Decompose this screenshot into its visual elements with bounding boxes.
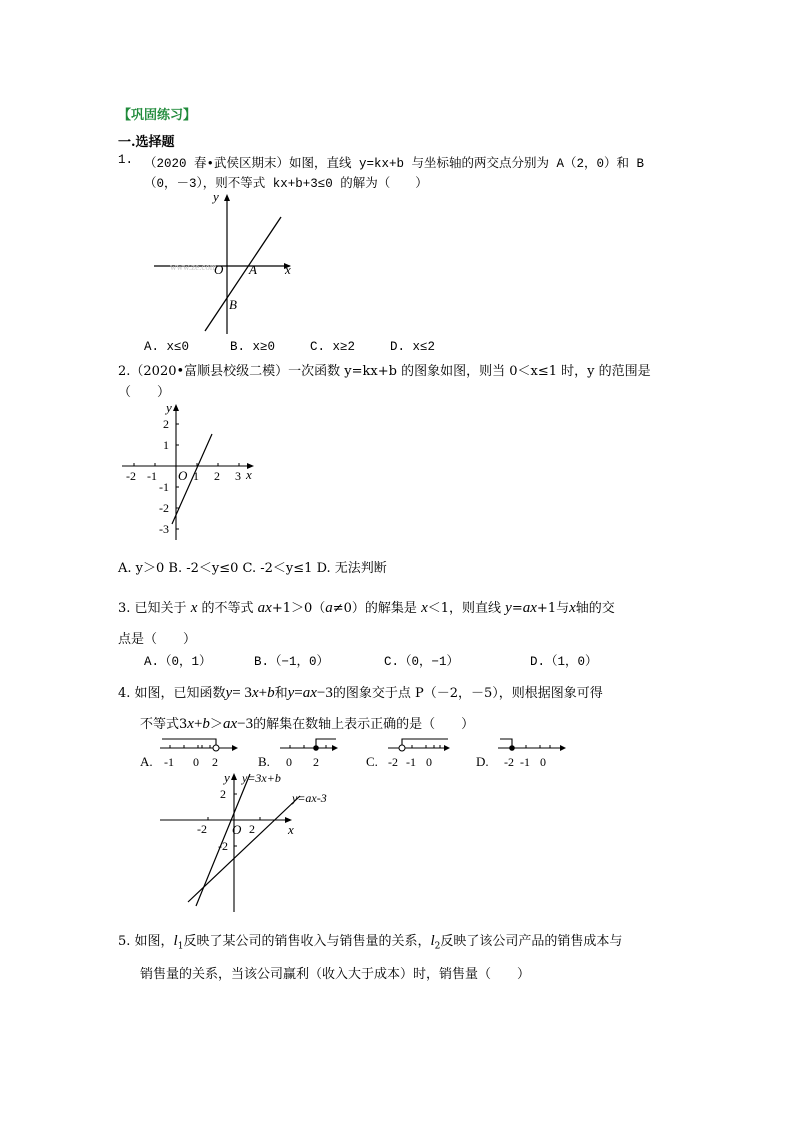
- q4-options: [140, 736, 580, 772]
- q4-text: ＞: [209, 717, 223, 732]
- q4-tick-label: 2: [220, 787, 226, 801]
- q4-var: b: [202, 716, 210, 732]
- q3-var: x: [190, 600, 198, 616]
- q1-watermark: www.ze.com: [170, 262, 217, 272]
- q1-option-c: C. x≥2: [310, 340, 356, 354]
- q4-y-arrow: [231, 773, 237, 780]
- q3-text: 轴的交: [575, 601, 615, 616]
- q2-y-tick-label: -3: [159, 522, 169, 536]
- q3-var: a: [325, 600, 333, 616]
- q5-sub: 1: [177, 941, 184, 952]
- q2-origin-label: O: [178, 468, 188, 483]
- q3-option-d: D.（1，0）: [530, 655, 598, 669]
- q3-text: ≠0）的解集是: [332, 601, 417, 616]
- q1-option-a: A. x≤0: [144, 340, 190, 354]
- q2-y-tick-label: 1: [163, 438, 169, 452]
- q5-text: 反映了某公司的销售收入与销售量的关系，: [183, 934, 431, 949]
- q1-point-a-label: A: [249, 262, 257, 277]
- q4-tick-label: -1: [406, 755, 416, 769]
- q4-option-a: [140, 739, 238, 769]
- q4-var: x: [251, 685, 259, 701]
- q4-math: =: [294, 685, 303, 701]
- q2-y-tick-label: -1: [159, 480, 169, 494]
- q3-line-1: [118, 597, 615, 617]
- q5-sub: 2: [434, 941, 441, 952]
- q4-line-2-label: y=ax-3: [292, 791, 327, 805]
- q4-var: ax: [302, 685, 317, 701]
- q3-text: 3. 已知关于: [118, 601, 187, 616]
- q2-options: A. y＞0 B. -2＜y≤0 C. -2＜y≤1 D. 无法判断: [118, 561, 387, 576]
- q4-tick-label: -1: [520, 755, 530, 769]
- q3-text: 的不等式: [201, 601, 254, 616]
- q4-tick-label: -2: [197, 822, 207, 836]
- q2-x-tick-label: -2: [126, 469, 136, 483]
- q4-var: x: [187, 716, 194, 732]
- q4-tick-label: 0: [286, 755, 292, 769]
- q2-x-label: x: [246, 467, 252, 482]
- q4-line-2: [140, 713, 474, 733]
- q3-option-b: B.（−1，0）: [254, 655, 330, 669]
- q4-math: = 3: [232, 685, 252, 701]
- q2-y-label: y: [166, 400, 172, 415]
- q4-text: 的图象交于点 P（－2，－5），则根据图象可得: [332, 686, 603, 701]
- q4-tick-label: -2: [388, 755, 398, 769]
- q1-figure: [150, 188, 310, 338]
- q1-option-d: D. x≤2: [390, 340, 436, 354]
- q3-var: y: [505, 600, 512, 616]
- q1-x-label: x: [285, 262, 291, 277]
- q4-option-letter: A.: [140, 754, 153, 769]
- q4-math: +: [258, 685, 268, 701]
- q1-line-2: （0，－3），则不等式 kx+b+3≤0 的解为（ ）: [144, 177, 428, 191]
- q4-var: y: [287, 685, 295, 701]
- q4-text: 和: [274, 686, 288, 701]
- q4-tick-label: -1: [164, 755, 174, 769]
- q1-y-label: y: [213, 189, 219, 204]
- q2-x-tick-label: 2: [214, 469, 220, 483]
- q4-line-ax-minus-3: [188, 796, 300, 902]
- q3-text: +1与: [536, 601, 570, 616]
- q5-var: l: [173, 933, 178, 949]
- q5-line-2: 销售量的关系，当该公司赢利（收入大于成本）时，销售量（ ）: [140, 967, 531, 982]
- q2-y-tick-label: 2: [163, 417, 169, 431]
- q3-var: x: [421, 600, 428, 616]
- q4-text: 不等式3: [140, 717, 188, 732]
- section-title: 一.选择题: [118, 135, 175, 150]
- q5-text: 反映了该公司产品的销售成本与: [440, 934, 623, 949]
- q2-y-arrow: [173, 404, 179, 411]
- q1-point-b-label: B: [229, 297, 237, 312]
- q4-x-label: x: [288, 822, 294, 837]
- q4-text: 4. 如图，已知函数: [118, 686, 226, 701]
- q3-option-a: A.（0，1）: [144, 655, 212, 669]
- q4-line-1-label: y=3x+b: [242, 771, 281, 785]
- section-header: 【巩固练习】: [118, 108, 197, 123]
- q4-option-b: [258, 739, 338, 769]
- q4-text: 的解集在数轴上表示正确的是（ ）: [253, 717, 475, 732]
- q4-tick-label: 2: [212, 755, 218, 769]
- q2-figure: [118, 400, 268, 545]
- q4-var: ax: [222, 716, 238, 732]
- q4-math: −3: [316, 685, 333, 701]
- q1-number: 1.: [118, 153, 134, 167]
- q2-x-tick-label: -1: [147, 469, 157, 483]
- q3-text: +1＞0（: [271, 601, 326, 616]
- q4-option-letter: D.: [476, 754, 489, 769]
- q4-line-1: [118, 682, 603, 702]
- q4-math: +: [193, 716, 203, 732]
- q4-var: b: [267, 685, 275, 701]
- q4-var: y: [225, 685, 233, 701]
- q4-option-d: [476, 739, 566, 769]
- q3-text: =: [511, 601, 523, 616]
- q5-line-1: [118, 930, 622, 952]
- q1-y-arrow: [224, 194, 230, 201]
- q4-tick-label: -2: [504, 755, 514, 769]
- q5-text: 5. 如图，: [118, 934, 174, 949]
- q1-line-1: （2020 春•武侯区期末）如图，直线 y=kx+b 与坐标轴的两交点分别为 A（2，0）和 B: [144, 157, 645, 171]
- q2-x-tick-label: 3: [235, 469, 241, 483]
- q2-line-1: 2.（2020•富顺县校级二模）一次函数 y=kx+b 的图象如图，则当 0＜x≤1 时，y 的范围是: [118, 364, 651, 379]
- q2-y-tick-label: -2: [159, 501, 169, 515]
- q4-tick-label: 0: [426, 755, 432, 769]
- q4-tick-label: 0: [193, 755, 199, 769]
- q2-line-2: （ ）: [118, 385, 171, 400]
- q4-option-letter: B.: [258, 754, 270, 769]
- q3-text: ＜1，则直线: [427, 601, 502, 616]
- q4-tick-label: 2: [249, 822, 255, 836]
- q3-option-c: C.（0，−1）: [384, 655, 460, 669]
- q3-line-2: 点是（ ）: [118, 632, 197, 647]
- q2-x-tick-label: 1: [193, 469, 199, 483]
- q4-math: −3: [237, 716, 254, 732]
- q3-var: ax: [257, 600, 272, 616]
- q5-var: l: [430, 933, 435, 949]
- q1-option-b: B. x≥0: [230, 340, 276, 354]
- q3-var: ax: [522, 600, 537, 616]
- q4-y-label: y: [224, 770, 230, 785]
- q3-var: x: [569, 600, 576, 616]
- q4-option-c: [366, 739, 450, 769]
- q4-origin-label: O: [232, 822, 242, 837]
- q4-tick-label: -2: [218, 839, 228, 853]
- q4-option-letter: C.: [366, 754, 378, 769]
- q4-tick-label: 0: [540, 755, 546, 769]
- q1-origin-label: O: [214, 262, 224, 277]
- q4-tick-label: 2: [313, 755, 319, 769]
- q4-figure: [158, 770, 338, 915]
